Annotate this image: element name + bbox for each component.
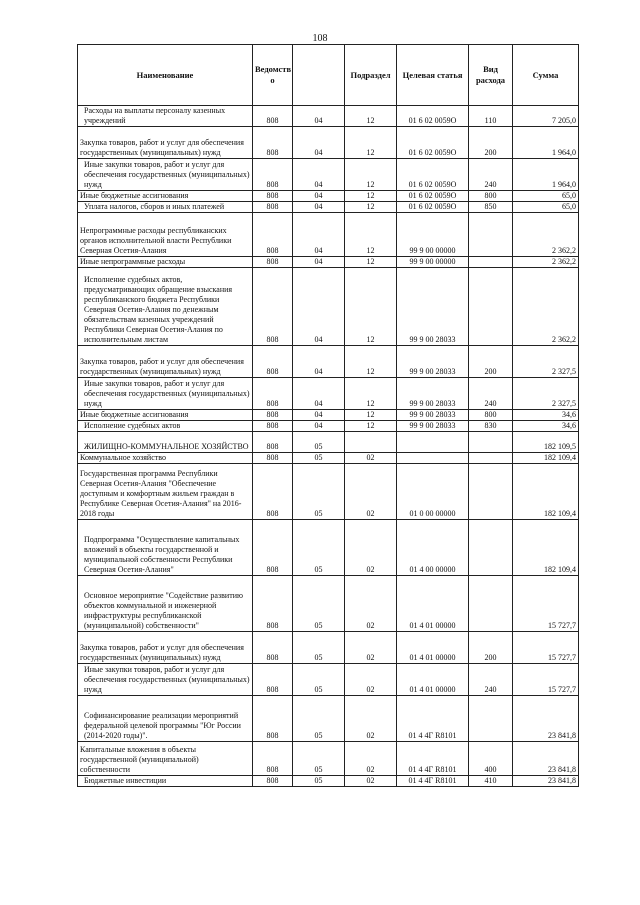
cell-vr	[469, 257, 513, 268]
cell-pd: 12	[345, 268, 397, 346]
cell-cs: 99 9 00 28033	[397, 410, 469, 421]
cell-ved: 808	[253, 696, 293, 742]
header-ved: Ведомств о	[253, 45, 293, 106]
cell-cs: 01 6 02 0059О	[397, 106, 469, 127]
cell-ps: 04	[293, 410, 345, 421]
header-ps	[293, 45, 345, 106]
cell-name: Иные закупки товаров, работ и услуг для обеспечения государственных (муниципальных) нужд	[78, 378, 253, 410]
cell-cs: 01 4 01 00000	[397, 632, 469, 664]
cell-cs: 99 9 00 28033	[397, 346, 469, 378]
cell-ps: 05	[293, 432, 345, 453]
cell-vr: 800	[469, 191, 513, 202]
cell-ved: 808	[253, 520, 293, 576]
cell-cs: 99 9 00 00000	[397, 257, 469, 268]
cell-name: Закупка товаров, работ и услуг для обеспечения государственных (муниципальных) нужд	[78, 346, 253, 378]
cell-ps: 05	[293, 776, 345, 787]
cell-sum: 1 964,0	[513, 159, 579, 191]
cell-pd: 02	[345, 742, 397, 776]
cell-ps: 05	[293, 742, 345, 776]
cell-vr	[469, 432, 513, 453]
table-row	[78, 159, 579, 191]
cell-ved: 808	[253, 776, 293, 787]
cell-vr: 110	[469, 106, 513, 127]
cell-ps: 04	[293, 127, 345, 159]
cell-ved: 808	[253, 742, 293, 776]
cell-vr	[469, 520, 513, 576]
table-row	[78, 106, 579, 127]
cell-sum: 23 841,8	[513, 776, 579, 787]
cell-cs: 99 9 00 28033	[397, 421, 469, 432]
cell-ved: 808	[253, 213, 293, 257]
cell-vr: 200	[469, 632, 513, 664]
table-row	[78, 410, 579, 421]
cell-name: Исполнение судебных актов	[78, 421, 253, 432]
cell-pd: 12	[345, 127, 397, 159]
cell-ps: 04	[293, 106, 345, 127]
table-row	[78, 127, 579, 159]
cell-vr	[469, 213, 513, 257]
cell-vr: 240	[469, 378, 513, 410]
cell-ved: 808	[253, 202, 293, 213]
cell-vr: 240	[469, 159, 513, 191]
cell-pd: 12	[345, 202, 397, 213]
cell-cs: 99 9 00 28033	[397, 378, 469, 410]
cell-ps: 04	[293, 268, 345, 346]
cell-ps: 04	[293, 378, 345, 410]
cell-pd: 02	[345, 464, 397, 520]
cell-name: Государственная программа Республики Северная Осетия-Алания "Обеспечение доступным и комфортным жильем граждан в Республике Северная Осетия-Алания" на 2016-2018 годы	[78, 464, 253, 520]
cell-pd: 12	[345, 410, 397, 421]
table-header-row	[78, 45, 579, 106]
cell-pd: 12	[345, 106, 397, 127]
cell-ved: 808	[253, 191, 293, 202]
table-row	[78, 453, 579, 464]
cell-sum: 2 327,5	[513, 346, 579, 378]
cell-vr: 800	[469, 410, 513, 421]
cell-sum: 23 841,8	[513, 742, 579, 776]
cell-cs	[397, 453, 469, 464]
cell-cs: 01 6 02 0059О	[397, 159, 469, 191]
cell-name: Капитальные вложения в объекты государственной (муниципальной) собственности	[78, 742, 253, 776]
cell-ps: 04	[293, 159, 345, 191]
cell-ved: 808	[253, 421, 293, 432]
cell-sum: 2 327,5	[513, 378, 579, 410]
table-row	[78, 378, 579, 410]
cell-vr: 830	[469, 421, 513, 432]
cell-vr: 200	[469, 127, 513, 159]
cell-ved: 808	[253, 346, 293, 378]
cell-ps: 05	[293, 520, 345, 576]
cell-cs: 01 4 00 00000	[397, 520, 469, 576]
cell-pd: 12	[345, 257, 397, 268]
table-row	[78, 346, 579, 378]
cell-cs: 01 4 4Г R8101	[397, 776, 469, 787]
cell-pd: 02	[345, 696, 397, 742]
cell-name: Основное мероприятие "Содействие развитию объектов коммунальной и инженерной инфраструктуры республиканской (муниципальной) собственности"	[78, 576, 253, 632]
cell-sum: 15 727,7	[513, 664, 579, 696]
header-name: Наименование	[78, 45, 253, 106]
cell-pd: 12	[345, 213, 397, 257]
cell-ved: 808	[253, 432, 293, 453]
cell-cs: 01 6 02 0059О	[397, 202, 469, 213]
cell-sum: 2 362,2	[513, 268, 579, 346]
cell-pd: 02	[345, 520, 397, 576]
cell-sum: 15 727,7	[513, 576, 579, 632]
cell-vr: 400	[469, 742, 513, 776]
cell-name: Иные закупки товаров, работ и услуг для обеспечения государственных (муниципальных) нужд	[78, 664, 253, 696]
cell-name: Уплата налогов, сборов и иных платежей	[78, 202, 253, 213]
table-row	[78, 776, 579, 787]
cell-vr: 240	[469, 664, 513, 696]
cell-ved: 808	[253, 632, 293, 664]
cell-ps: 05	[293, 464, 345, 520]
cell-cs: 99 9 00 28033	[397, 268, 469, 346]
cell-sum: 7 205,0	[513, 106, 579, 127]
cell-cs: 01 6 02 0059О	[397, 191, 469, 202]
cell-ved: 808	[253, 257, 293, 268]
cell-name: Исполнение судебных актов, предусматривающих обращение взыскания республиканского бюджета Республики Северная Осетия-Алания по денежным обязательствам казенных учреждений Республики Северная Осетия-Алания по исполнительным листам	[78, 268, 253, 346]
cell-ved: 808	[253, 576, 293, 632]
cell-vr	[469, 453, 513, 464]
cell-pd: 12	[345, 421, 397, 432]
cell-ved: 808	[253, 664, 293, 696]
cell-ved: 808	[253, 106, 293, 127]
cell-pd: 12	[345, 159, 397, 191]
cell-cs: 01 4 01 00000	[397, 664, 469, 696]
cell-cs: 01 6 02 0059О	[397, 127, 469, 159]
header-sum: Сумма	[513, 45, 579, 106]
cell-name: Коммунальное хозяйство	[78, 453, 253, 464]
cell-vr	[469, 696, 513, 742]
cell-ved: 808	[253, 410, 293, 421]
budget-table	[77, 44, 579, 787]
cell-ps: 05	[293, 664, 345, 696]
cell-name: Закупка товаров, работ и услуг для обеспечения государственных (муниципальных) нужд	[78, 632, 253, 664]
cell-vr	[469, 464, 513, 520]
cell-cs: 01 4 01 00000	[397, 576, 469, 632]
cell-vr	[469, 576, 513, 632]
table-row	[78, 664, 579, 696]
cell-sum: 182 109,4	[513, 520, 579, 576]
cell-ved: 808	[253, 159, 293, 191]
cell-pd: 12	[345, 378, 397, 410]
cell-ved: 808	[253, 453, 293, 464]
cell-name: Бюджетные инвестиции	[78, 776, 253, 787]
cell-sum: 1 964,0	[513, 127, 579, 159]
cell-name: ЖИЛИЩНО-КОММУНАЛЬНОЕ ХОЗЯЙСТВО	[78, 432, 253, 453]
cell-sum: 65,0	[513, 202, 579, 213]
cell-vr	[469, 268, 513, 346]
table-row	[78, 257, 579, 268]
cell-sum: 2 362,2	[513, 257, 579, 268]
page-number: 108	[312, 33, 328, 44]
table-row	[78, 432, 579, 453]
cell-sum: 65,0	[513, 191, 579, 202]
table-row	[78, 576, 579, 632]
cell-ps: 04	[293, 191, 345, 202]
cell-cs: 99 9 00 00000	[397, 213, 469, 257]
table-row	[78, 464, 579, 520]
header-vr: Вид расхода	[469, 45, 513, 106]
cell-cs	[397, 432, 469, 453]
header-pd: Подраздел	[345, 45, 397, 106]
cell-name: Софинансирование реализации мероприятий федеральной целевой программы "Юг России (2014-2020 годы)".	[78, 696, 253, 742]
cell-ps: 04	[293, 202, 345, 213]
cell-sum: 182 109,5	[513, 432, 579, 453]
cell-name: Иные бюджетные ассигнования	[78, 410, 253, 421]
cell-ps: 05	[293, 696, 345, 742]
table-row	[78, 191, 579, 202]
table-row	[78, 268, 579, 346]
cell-pd: 12	[345, 346, 397, 378]
cell-ps: 04	[293, 346, 345, 378]
cell-ved: 808	[253, 378, 293, 410]
cell-sum: 182 109,4	[513, 453, 579, 464]
cell-pd: 02	[345, 576, 397, 632]
cell-name: Расходы на выплаты персоналу казенных учреждений	[78, 106, 253, 127]
cell-ps: 05	[293, 576, 345, 632]
cell-name: Иные бюджетные ассигнования	[78, 191, 253, 202]
cell-ved: 808	[253, 464, 293, 520]
cell-sum: 34,6	[513, 421, 579, 432]
cell-sum: 23 841,8	[513, 696, 579, 742]
cell-vr: 200	[469, 346, 513, 378]
cell-pd: 02	[345, 453, 397, 464]
cell-sum: 2 362,2	[513, 213, 579, 257]
table-row	[78, 742, 579, 776]
cell-pd: 02	[345, 632, 397, 664]
cell-ved: 808	[253, 127, 293, 159]
cell-sum: 182 109,4	[513, 464, 579, 520]
cell-pd	[345, 432, 397, 453]
table-row	[78, 520, 579, 576]
table-row	[78, 202, 579, 213]
cell-pd: 02	[345, 664, 397, 696]
table-row	[78, 696, 579, 742]
cell-name: Закупка товаров, работ и услуг для обеспечения государственных (муниципальных) нужд	[78, 127, 253, 159]
cell-name: Иные непрограммные расходы	[78, 257, 253, 268]
cell-ps: 04	[293, 421, 345, 432]
cell-ps: 05	[293, 632, 345, 664]
table-row	[78, 421, 579, 432]
cell-vr: 410	[469, 776, 513, 787]
cell-name: Иные закупки товаров, работ и услуг для обеспечения государственных (муниципальных) нужд	[78, 159, 253, 191]
cell-vr: 850	[469, 202, 513, 213]
cell-ps: 05	[293, 453, 345, 464]
cell-pd: 02	[345, 776, 397, 787]
cell-name: Непрограммные расходы республиканских органов исполнительной власти Республики Северная Осетия-Алания	[78, 213, 253, 257]
table-row	[78, 632, 579, 664]
cell-cs: 01 4 4Г R8101	[397, 742, 469, 776]
cell-name: Подпрограмма "Осуществление капитальных вложений в объекты государственной и муниципальной собственности Республики Северная Осетия-Алания"	[78, 520, 253, 576]
cell-ps: 04	[293, 213, 345, 257]
cell-sum: 34,6	[513, 410, 579, 421]
cell-cs: 01 0 00 00000	[397, 464, 469, 520]
cell-pd: 12	[345, 191, 397, 202]
cell-ps: 04	[293, 257, 345, 268]
cell-sum: 15 727,7	[513, 632, 579, 664]
header-cs: Целевая статья	[397, 45, 469, 106]
cell-cs: 01 4 4Г R8101	[397, 696, 469, 742]
table-row	[78, 213, 579, 257]
cell-ved: 808	[253, 268, 293, 346]
